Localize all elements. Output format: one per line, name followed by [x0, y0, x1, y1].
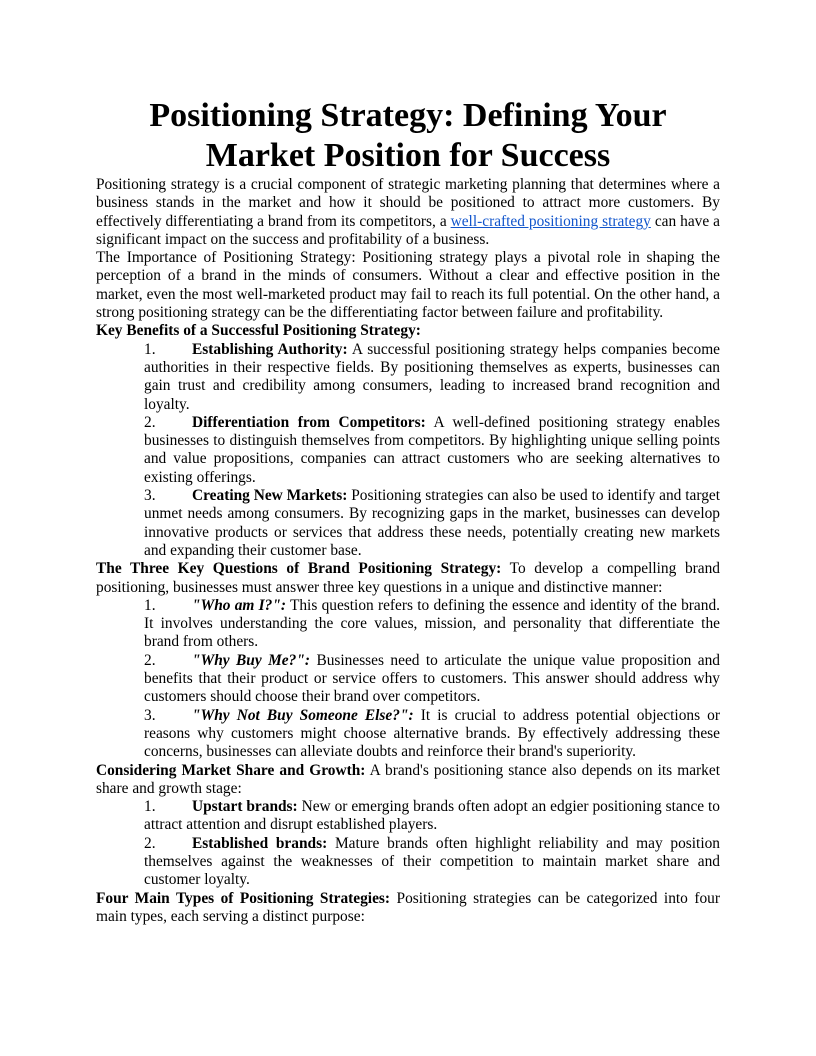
questions-heading: The Three Key Questions of Brand Positioning Strategy: [96, 560, 502, 578]
types-intro: Positioning strategies can be categorized into four main types, each serving a distinct purpose: [96, 889, 720, 925]
item-text: Businesses need to articulate the unique value proposition and benefits that their product or service offers to customers. This answer should address why customers should choose their brand over competitors. [144, 651, 721, 706]
questions-intro: To develop a compelling brand positioning, businesses must answer three key questions in a unique and distinctive manner: [96, 560, 720, 596]
item-term: Creating New Markets: [192, 487, 348, 505]
item-number: 3. [144, 487, 156, 505]
item-number: 1. [144, 596, 156, 614]
document-page [96, 96, 720, 926]
item-number: 2. [144, 651, 156, 669]
item-term: Establishing Authority: [192, 340, 348, 358]
item-text: It is crucial to address potential objections or reasons why customers might choose alternative brands. By effectively addressing these concerns, businesses can alleviate doubts and reinforce their brand's superiority. [144, 706, 720, 761]
list-item [144, 597, 720, 652]
market-intro: A brand's positioning stance also depends on its market share and growth stage: [96, 761, 720, 797]
benefits-heading: Key Benefits of a Successful Positioning Strategy: [96, 322, 421, 340]
item-term: Differentiation from Competitors: [192, 413, 426, 431]
item-text: A successful positioning strategy helps companies become authorities in their respective fields. By positioning themselves as experts, businesses can gain trust and credibility among consumers, leading to increased brand recognition and loyalty. [144, 340, 720, 413]
page-title: Positioning Strategy: Defining Your Market Position for Success [149, 97, 667, 174]
item-text: Positioning strategies can also be used to identify and target unmet needs among consumers. By recognizing gaps in the market, businesses can develop innovative products or services that address these needs, potentially creating new markets and expanding their customer base. [144, 487, 720, 559]
questions-list [96, 597, 720, 762]
item-number: 1. [144, 340, 156, 358]
market-heading: Considering Market Share and Growth: [96, 761, 366, 779]
list-item [144, 487, 720, 560]
item-term: "Who am I?": [192, 596, 286, 614]
list-item [144, 341, 720, 414]
intro-text-end: can have a significant impact on the success and profitability of a business. [96, 212, 720, 248]
item-number: 2. [144, 834, 156, 852]
item-term: "Why Not Buy Someone Else?": [192, 706, 414, 724]
benefits-list [96, 341, 720, 561]
market-list [96, 798, 720, 889]
item-number: 1. [144, 798, 156, 816]
list-item [144, 835, 720, 890]
intro-paragraph [96, 176, 720, 249]
item-text: This question refers to defining the essence and identity of the brand. It involves understanding the core values, mission, and personality that differentiate the brand from others. [144, 596, 720, 651]
importance-paragraph: The Importance of Positioning Strategy: Positioning strategy plays a pivotal role in shaping the perception of a brand in the minds of consumers. Without a clear and effective position in the market, even the most well-marketed product may fail to reach its full potential. On the other hand, a strong positioning strategy can be the differentiating factor between failure and profitability. [96, 249, 720, 322]
item-term: "Why Buy Me?": [192, 651, 311, 669]
item-text: Mature brands often highlight reliability and may position themselves against the weaknesses of their competition to maintain market share and customer loyalty. [144, 834, 720, 889]
list-item [144, 798, 720, 835]
intro-text: Positioning strategy is a crucial component of strategic marketing planning that determines where a business stands in the market and how it should be positioned to attract more customers. By effectively differentiating a brand from its competitors, a [96, 176, 720, 230]
types-heading: Four Main Types of Positioning Strategies: [96, 889, 391, 907]
list-item [144, 414, 720, 487]
types-paragraph [96, 890, 720, 927]
item-text: A well-defined positioning strategy enables businesses to distinguish themselves from competitors. By highlighting unique selling points and value propositions, companies can attract customers who are seeking alternatives to existing offerings. [144, 413, 720, 486]
questions-paragraph [96, 560, 720, 597]
positioning-strategy-link[interactable]: well-crafted positioning strategy [450, 212, 651, 230]
item-text: New or emerging brands often adopt an edgier positioning stance to attract attention and disrupt established players. [144, 798, 720, 834]
list-item [144, 707, 720, 762]
item-number: 2. [144, 413, 156, 431]
market-paragraph [96, 762, 720, 799]
item-number: 3. [144, 706, 156, 724]
list-item [144, 652, 720, 707]
item-term: Upstart brands: [192, 798, 298, 816]
item-term: Established brands: [192, 834, 328, 852]
